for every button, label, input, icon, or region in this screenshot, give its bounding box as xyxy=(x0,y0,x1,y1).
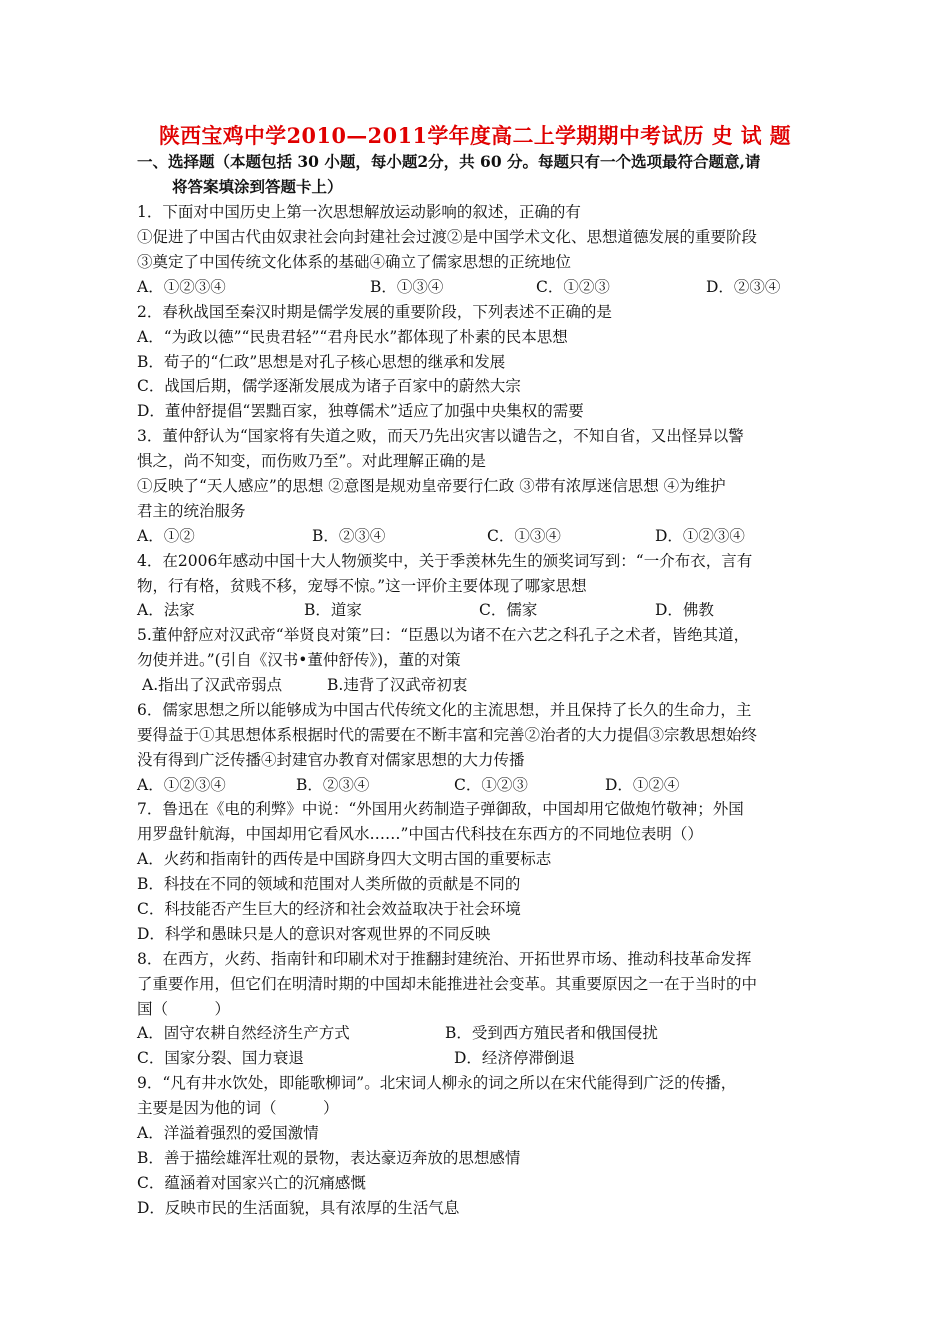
section-heading: 一、选择题（本题包括 30 小题，每小题2分，共 60 分。每题只有一个选项最符合题意,请 xyxy=(137,152,761,171)
q6-stem-3: 没有得到广泛传播④封建官办教育对儒家思想的大力传播 xyxy=(137,751,525,769)
q8-option-a: A．固守农耕自然经济生产方式 xyxy=(137,1024,350,1042)
exam-title: 陕西宝鸡中学2010—2011学年度高二上学期期中考试历 史 试 题 xyxy=(158,123,792,148)
q1-option-c: C．①②③ xyxy=(536,278,610,296)
q1-option-a: A．①②③④ xyxy=(137,278,226,296)
q4-stem-2: 物，行有格，贫贱不移，宠辱不惊。”这一评价主要体现了哪家思想 xyxy=(137,577,587,595)
q1-statements-1: ①促进了中国古代由奴隶社会向封建社会过渡②是中国学术文化、思想道德发展的重要阶段 xyxy=(137,228,758,246)
q7-option-a: A．火药和指南针的西传是中国跻身四大文明古国的重要标志 xyxy=(137,850,552,868)
q6-option-d: D．①②④ xyxy=(605,776,680,794)
q7-option-d: D．科学和愚昧只是人的意识对客观世界的不同反映 xyxy=(137,925,491,943)
q3-stem-2: 惧之，尚不知变，而伤败乃至”。对此理解正确的是 xyxy=(137,452,486,470)
q8-option-d: D．经济停滞倒退 xyxy=(454,1049,575,1067)
q5-option-a: A.指出了汉武帝弱点 xyxy=(142,676,283,694)
q1-statements-2: ③奠定了中国传统文化体系的基础④确立了儒家思想的正统地位 xyxy=(137,253,572,271)
q6-option-a: A．①②③④ xyxy=(137,776,226,794)
q8-stem-3: 国（ ） xyxy=(137,1000,231,1018)
q4-stem-1: 4．在2006年感动中国十大人物颁奖中，关于季羡林先生的颁奖词写到：“一介布衣，言有 xyxy=(137,552,753,570)
q3-stem-1: 3．董仲舒认为“国家将有失道之败，而天乃先出灾害以谴告之，不知自省，又出怪异以警 xyxy=(137,427,744,445)
q4-option-d: D．佛教 xyxy=(655,601,714,619)
q2-stem: 2．春秋战国至秦汉时期是儒学发展的重要阶段，下列表述不正确的是 xyxy=(137,303,612,321)
q3-option-a: A．①② xyxy=(137,527,195,545)
q8-stem-1: 8．在西方，火药、指南针和印刷术对于推翻封建统治、开拓世界市场、推动科技革命发挥 xyxy=(137,950,752,968)
q3-statements-2: 君主的统治服务 xyxy=(137,502,246,520)
q1-option-d: D．②③④ xyxy=(706,278,781,296)
q7-option-c: C．科技能否产生巨大的经济和社会效益取决于社会环境 xyxy=(137,900,521,918)
q1-stem: 1．下面对中国历史上第一次思想解放运动影响的叙述，正确的有 xyxy=(137,203,581,221)
q4-option-b: B．道家 xyxy=(304,601,362,619)
q9-option-d: D．反映市民的生活面貌，具有浓厚的生活气息 xyxy=(137,1199,460,1217)
q6-stem-2: 要得益于①其思想体系根据时代的需要在不断丰富和完善②治者的大力提倡③宗教思想始终 xyxy=(137,726,758,744)
q5-stem-1: 5.董仲舒应对汉武帝“举贤良对策”曰：“臣愚以为诸不在六艺之科孔子之术者，皆绝其道， xyxy=(137,626,750,644)
q1-option-b: B．①③④ xyxy=(370,278,444,296)
q7-stem-1: 7．鲁迅在《电的利弊》中说：“外国用火药制造子弹御敌，中国却用它做炮竹敬神；外国 xyxy=(137,800,744,818)
q3-option-d: D．①②③④ xyxy=(655,527,745,545)
q3-statements-1: ①反映了“天人感应”的思想 ②意图是规劝皇帝要行仁政 ③带有浓厚迷信思想 ④为维护 xyxy=(137,477,726,495)
q8-option-c: C．国家分裂、国力衰退 xyxy=(137,1049,304,1067)
q6-option-b: B．②③④ xyxy=(296,776,370,794)
q2-option-c: C．战国后期，儒学逐渐发展成为诸子百家中的蔚然大宗 xyxy=(137,377,521,395)
q8-option-b: B．受到西方殖民者和俄国侵扰 xyxy=(445,1024,658,1042)
q6-option-c: C．①②③ xyxy=(454,776,528,794)
section-heading-cont: 将答案填涂到答题卡上） xyxy=(172,177,343,196)
q9-stem-1: 9．“凡有井水饮处，即能歌柳词”。北宋词人柳永的词之所以在宋代能得到广泛的传播， xyxy=(137,1074,737,1092)
q5-option-b: B.违背了汉武帝初衷 xyxy=(327,676,468,694)
q5-stem-2: 勿使并进。”(引自《汉书•董仲舒传》)，董的对策 xyxy=(137,651,461,669)
q2-option-a: A．“为政以德”“民贵君轻”“君舟民水”都体现了朴素的民本思想 xyxy=(137,328,568,346)
q6-stem-1: 6．儒家思想之所以能够成为中国古代传统文化的主流思想，并且保持了长久的生命力，主 xyxy=(137,701,752,719)
q2-option-b: B．荀子的“仁政”思想是对孔子核心思想的继承和发展 xyxy=(137,353,506,371)
q9-option-a: A．洋溢着强烈的爱国激情 xyxy=(137,1124,319,1142)
q8-stem-2: 了重要作用，但它们在明清时期的中国却未能推进社会变革。其重要原因之一在于当时的中 xyxy=(137,975,758,993)
q9-stem-2: 主要是因为他的词（ ） xyxy=(137,1099,339,1117)
q9-option-c: C．蕴涵着对国家兴亡的沉痛感慨 xyxy=(137,1174,366,1192)
q7-option-b: B．科技在不同的领域和范围对人类所做的贡献是不同的 xyxy=(137,875,521,893)
q4-option-a: A．法家 xyxy=(137,601,195,619)
q2-option-d: D．董仲舒提倡“罢黜百家，独尊儒术”适应了加强中央集权的需要 xyxy=(137,402,584,420)
q9-option-b: B．善于描绘雄浑壮观的景物，表达豪迈奔放的思想感情 xyxy=(137,1149,521,1167)
q3-option-c: C．①③④ xyxy=(487,527,561,545)
q7-stem-2: 用罗盘针航海，中国却用它看风水……”中国古代科技在东西方的不同地位表明（） xyxy=(137,825,703,843)
q4-option-c: C．儒家 xyxy=(479,601,538,619)
q3-option-b: B．②③④ xyxy=(312,527,386,545)
